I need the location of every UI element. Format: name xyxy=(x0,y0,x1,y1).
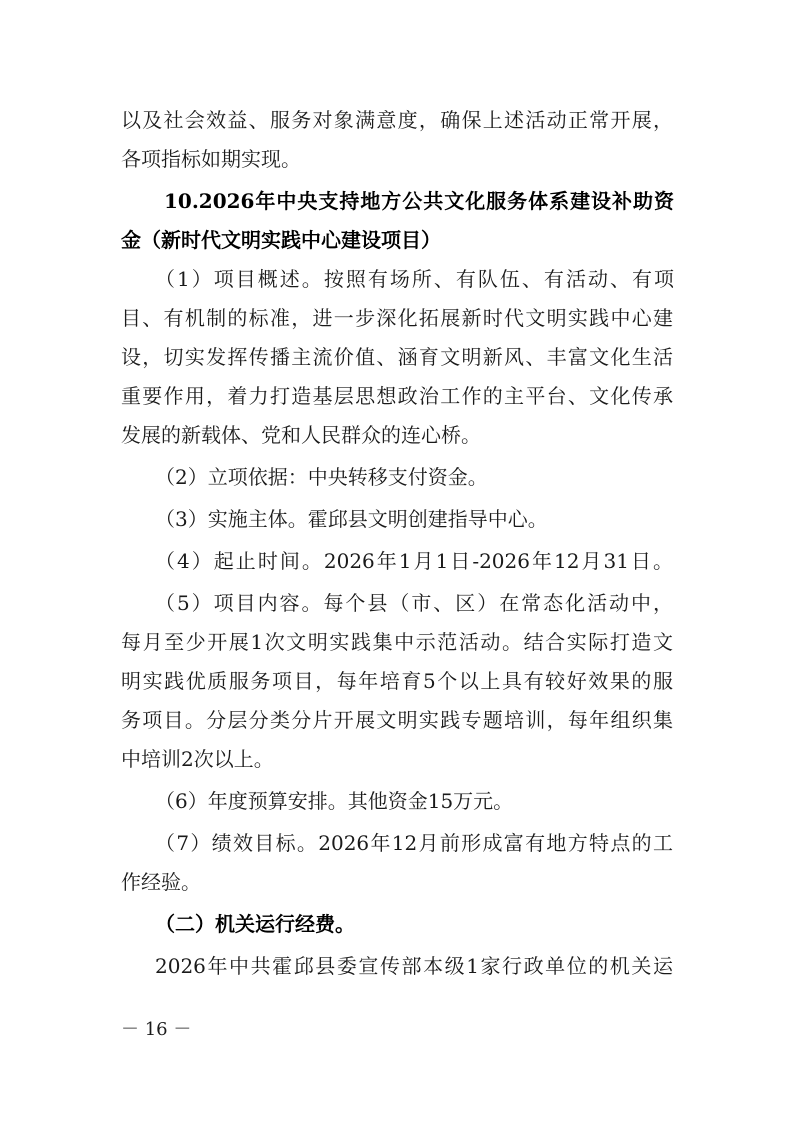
paragraph-line: （2）立项依据：中央转移支付资金。 xyxy=(155,465,488,489)
section-heading-line: （二）机关运行经费。 xyxy=(155,912,355,936)
paragraph-line: 重要作用，着力打造基层思想政治工作的主平台、文化传承 xyxy=(121,384,673,408)
paragraph-line: 目、有机制的标准，进一步深化拓展新时代文明实践中心建 xyxy=(121,306,673,330)
paragraph-line: （1）项目概述。按照有场所、有队伍、有活动、有项 xyxy=(155,267,674,291)
paragraph-line: 务项目。分层分类分片开展文明实践专题培训，每年组织集 xyxy=(121,708,673,732)
paragraph-line: 以及社会效益、服务对象满意度，确保上述活动正常开展， xyxy=(121,108,673,132)
paragraph-line: 明实践优质服务项目，每年培育5个以上具有较好效果的服 xyxy=(121,669,673,693)
paragraph-line: 作经验。 xyxy=(121,870,201,894)
paragraph-line: 发展的新载体、党和人民群众的连心桥。 xyxy=(121,423,481,447)
paragraph-line: （7）绩效目标。2026年12月前形成富有地方特点的工 xyxy=(155,831,673,855)
section-heading-line: 金（新时代文明实践中心建设项目） xyxy=(121,228,441,252)
page-number: － 16 － xyxy=(121,1019,192,1040)
paragraph-line: （3）实施主体。霍邱县文明创建指导中心。 xyxy=(155,507,548,531)
paragraph-line: （5）项目内容。每个县（市、区）在常态化活动中， xyxy=(155,591,673,615)
paragraph-line: 设，切实发挥传播主流价值、涵育文明新风、丰富文化生活 xyxy=(121,345,673,369)
paragraph-line: 2026年中共霍邱县委宣传部本级1家行政单位的机关运 xyxy=(155,954,673,978)
paragraph-line: 每月至少开展1次文明实践集中示范活动。结合实际打造文 xyxy=(121,630,673,654)
paragraph-line: 各项指标如期实现。 xyxy=(121,147,301,171)
paragraph-line: （4）起止时间。2026年1月1日-2026年12月31日。 xyxy=(155,549,673,573)
paragraph-line: （6）年度预算安排。其他资金15万元。 xyxy=(155,789,514,813)
section-heading-line: 10.2026年中央支持地方公共文化服务体系建设补助资 xyxy=(164,189,674,213)
paragraph-line: 中培训2次以上。 xyxy=(121,747,274,771)
